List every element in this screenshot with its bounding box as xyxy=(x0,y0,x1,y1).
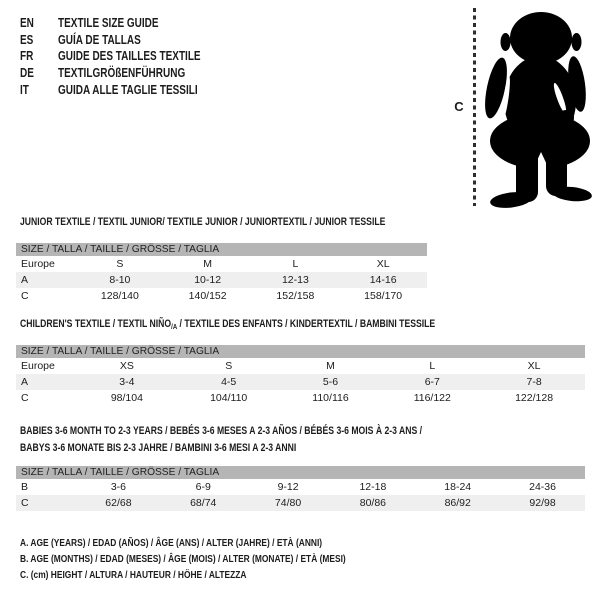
height-cell: 68/74 xyxy=(190,497,217,509)
age-cell: 14-16 xyxy=(369,274,397,286)
language-code-text: FR xyxy=(20,49,34,64)
size-cell: XL xyxy=(376,258,390,270)
children-title-subscript: /A xyxy=(171,322,178,331)
size-cell: S xyxy=(225,360,233,372)
legend-note-c-text: C. (cm) HEIGHT / ALTURA / HAUTEUR / HÖHE / ALTEZZA xyxy=(20,569,247,581)
language-code xyxy=(20,33,58,47)
row-label-c: C xyxy=(21,497,29,509)
height-cell: 92/98 xyxy=(529,497,556,509)
size-header-bar xyxy=(16,466,585,479)
size-cell: XS xyxy=(119,360,134,372)
height-cell: 122/128 xyxy=(515,392,554,404)
guide-title-fr: GUIDE DES TAILLES TEXTILE xyxy=(58,49,201,64)
size-header-bar xyxy=(16,345,585,358)
legend-note-b-text: B. AGE (MONTHS) / EDAD (MESES) / ÂGE (MOIS) / ALTER (MONATE) / ETÀ (MESI) xyxy=(20,553,346,565)
babies-months-row xyxy=(16,479,585,495)
junior-size-table xyxy=(16,243,427,304)
height-cell: 140/152 xyxy=(188,290,227,302)
months-cell: 3-6 xyxy=(110,481,126,493)
height-cell: 74/80 xyxy=(274,497,302,509)
height-cell: 80/86 xyxy=(359,497,387,509)
language-title-list xyxy=(20,15,236,98)
size-cell: XL xyxy=(527,360,541,372)
height-cell: 152/158 xyxy=(276,290,315,302)
junior-section-title xyxy=(20,216,477,229)
language-code xyxy=(20,16,58,30)
children-size-table xyxy=(16,345,585,406)
language-code-text: IT xyxy=(20,82,29,97)
toddler-silhouette xyxy=(478,6,600,209)
babies-height-row xyxy=(16,495,585,511)
children-section-title-text xyxy=(20,318,435,333)
row-label-c: C xyxy=(21,392,29,404)
guide-title-de: TEXTILGRÖßENFÜHRUNG xyxy=(58,66,186,81)
guide-title-en: TEXTILE SIZE GUIDE xyxy=(58,16,159,31)
size-cell: M xyxy=(326,360,335,372)
size-cell: S xyxy=(116,258,124,270)
region-label: Europe xyxy=(21,258,55,270)
age-cell: 6-7 xyxy=(424,376,440,388)
guide-title-es: GUÍA DE TALLAS xyxy=(58,32,141,47)
age-cell: 8-10 xyxy=(109,274,131,286)
children-age-row xyxy=(16,374,585,390)
language-row-it xyxy=(20,81,236,98)
height-cell: 110/116 xyxy=(312,392,349,404)
junior-height-row xyxy=(16,288,427,304)
age-cell: 3-4 xyxy=(119,376,135,388)
size-header-text: SIZE / TALLA / TAILLE / GRÖSSE / TAGLIA xyxy=(21,244,220,255)
age-cell: 12-13 xyxy=(281,274,309,286)
babies-section-title-text1: BABIES 3-6 MONTH TO 2-3 YEARS / BEBÉS 3-6 MESES A 2-3 AÑOS / BÉBÉS 3-6 MOIS À 2-3 ANS / xyxy=(20,425,423,437)
age-cell: 7-8 xyxy=(526,376,542,388)
age-cell: 5-6 xyxy=(322,376,339,388)
guide-title-it: GUIDA ALLE TAGLIE TESSILI xyxy=(58,82,198,97)
size-cell: M xyxy=(203,258,212,270)
size-cell: L xyxy=(429,360,436,372)
height-cell: 128/140 xyxy=(100,290,139,302)
babies-section-title-text2: BABYS 3-6 MONATE BIS 2-3 JAHRE / BAMBINI 3-6 MESI A 2-3 ANNI xyxy=(20,442,297,454)
row-label-c: C xyxy=(21,290,29,302)
months-cell: 6-9 xyxy=(195,481,211,493)
months-cell: 9-12 xyxy=(277,481,299,493)
row-label-a: A xyxy=(21,274,29,286)
junior-region-row xyxy=(16,256,427,272)
months-cell: 12-18 xyxy=(359,481,387,493)
legend-note-a xyxy=(20,537,398,550)
children-title-main: CHILDREN'S TEXTILE / TEXTIL NIÑO xyxy=(20,318,172,330)
size-header-bar xyxy=(16,243,427,256)
babies-section-title-line1 xyxy=(20,425,523,438)
age-cell: 10-12 xyxy=(194,274,222,286)
children-region-row xyxy=(16,358,585,374)
months-cell: 18-24 xyxy=(444,481,472,493)
legend-note-b xyxy=(20,553,427,566)
language-row-es xyxy=(20,32,236,49)
height-cell: 104/110 xyxy=(210,392,248,404)
children-height-row xyxy=(16,390,585,406)
age-cell: 4-5 xyxy=(221,376,237,388)
junior-section-title-text: JUNIOR TEXTILE / TEXTIL JUNIOR/ TEXTILE JUNIOR / JUNIORTEXTIL / JUNIOR TESSILE xyxy=(20,216,386,228)
language-row-de xyxy=(20,65,236,82)
row-label-a: A xyxy=(21,376,29,388)
row-label-b: B xyxy=(21,481,29,493)
babies-section-title-line2 xyxy=(20,442,365,455)
language-code-text: EN xyxy=(20,16,34,31)
height-cell: 158/170 xyxy=(364,290,403,302)
legend-note-a-text: A. AGE (YEARS) / EDAD (AÑOS) / ÂGE (ANS) / ALTER (JAHRE) / ETÀ (ANNI) xyxy=(20,537,323,549)
height-cell: 86/92 xyxy=(444,497,471,509)
months-cell: 24-36 xyxy=(529,481,556,493)
height-measure-dashed-line xyxy=(473,8,476,206)
height-measure-label: C xyxy=(454,99,464,114)
language-code-text: ES xyxy=(20,32,34,47)
children-title-rest: / TEXTILE DES ENFANTS / KINDERTEXTIL / BAMBINI TESSILE xyxy=(177,318,436,330)
legend-note-c xyxy=(20,569,303,582)
babies-size-table xyxy=(16,466,585,511)
language-row-fr xyxy=(20,48,236,65)
children-section-title xyxy=(20,318,539,333)
language-code-text: DE xyxy=(20,66,34,81)
language-code xyxy=(20,83,58,97)
height-cell: 98/104 xyxy=(110,392,143,404)
height-cell: 62/68 xyxy=(105,497,132,509)
region-label: Europe xyxy=(21,360,55,372)
size-header-text: SIZE / TALLA / TAILLE / GRÖSSE / TAGLIA xyxy=(21,346,220,357)
language-row-en xyxy=(20,15,236,32)
height-cell: 116/122 xyxy=(413,392,451,404)
size-header-text: SIZE / TALLA / TAILLE / GRÖSSE / TAGLIA xyxy=(21,467,220,478)
language-code xyxy=(20,66,58,80)
size-cell: L xyxy=(292,258,299,270)
language-code xyxy=(20,49,58,63)
junior-age-row xyxy=(16,272,427,288)
